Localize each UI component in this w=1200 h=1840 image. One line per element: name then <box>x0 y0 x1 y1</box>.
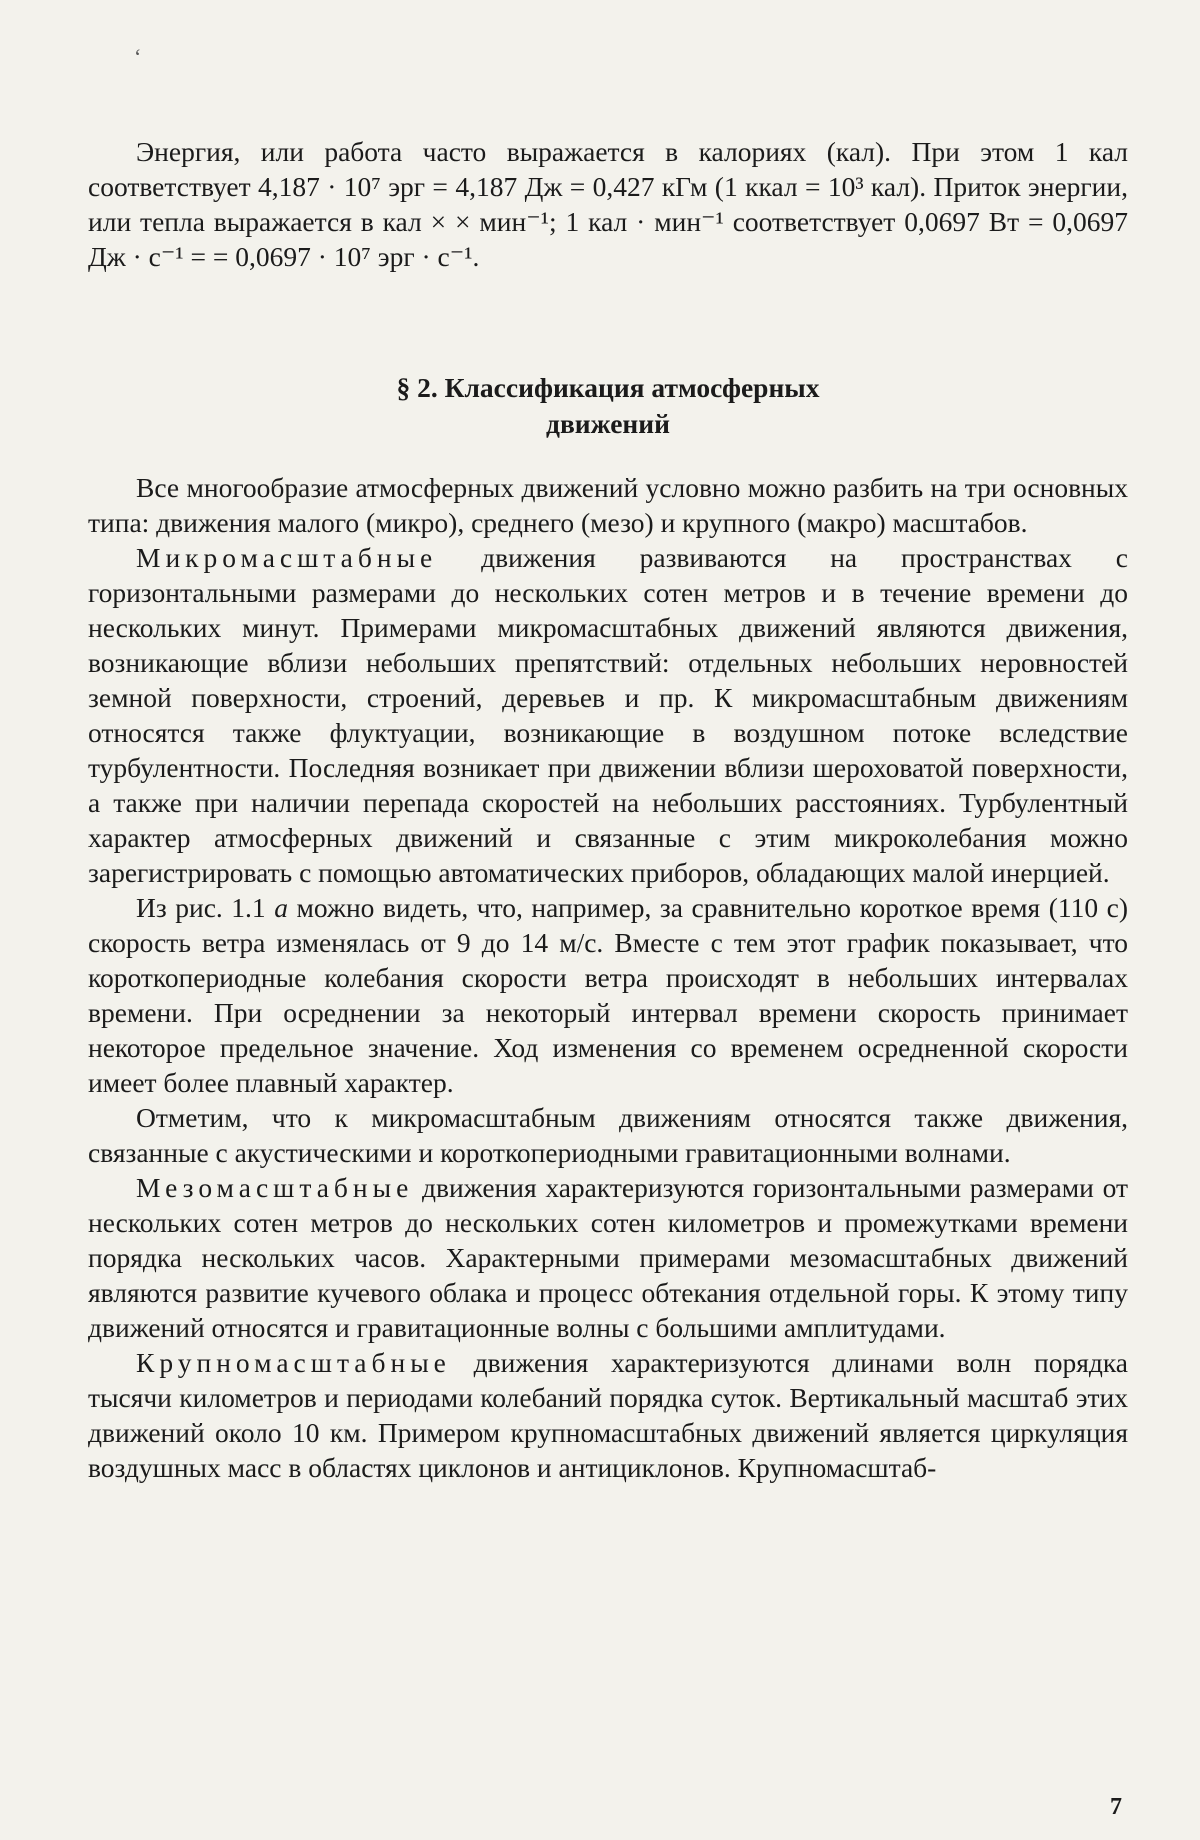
intro-paragraph <box>88 134 1128 274</box>
paragraph-macro-text: движения характеризуются длинами волн порядка тысячи километров и периодами колебаний порядка суток. Вертикальный масштаб этих движений около 10 км. Примером крупномасштабных движений является циркуляция воздушных масс в областях циклонов и антициклонов. Крупномасштаб- <box>88 1347 1128 1483</box>
figure-ref-start: Из рис. 1.1 <box>136 892 275 923</box>
heading-line-1: § 2. Классификация атмосферных <box>396 372 820 403</box>
paragraph-overview: Все многообразие атмосферных движений условно можно разбить на три основных типа: движения малого (микро), среднего (мезо) и крупного (макро) масштабов. <box>88 472 1128 538</box>
paragraph-micro <box>88 540 1128 890</box>
paragraph-meso <box>88 1170 1128 1345</box>
term-micro: Микромасштабные <box>136 542 438 573</box>
term-meso: Мезомасштабные <box>136 1172 414 1203</box>
term-macro: Крупномасштабные <box>136 1347 451 1378</box>
section-body <box>88 470 1128 1485</box>
energy-units-text: Энергия, или работа часто выражается в калориях (кал). При этом 1 кал соответствует 4,187 · 10⁷ эрг = 4,187 Дж = 0,427 кГм (1 ккал = 10³ кал). Приток энергии, или тепла выражается в кал × × мин⁻¹; 1 кал · мин⁻¹ соответствует 0,0697 Вт = 0,0697 Дж · с⁻¹ = = 0,0697 · 10⁷ эрг · с⁻¹. <box>88 136 1128 272</box>
scan-mark: ‘ <box>134 44 142 69</box>
figure-ref-text: можно видеть, что, например, за сравнительно короткое время (110 с) скорость ветра изменялась от 9 до 14 м/с. Вместе с тем этот график показывает, что короткопериодные колебания скорости ветра происходят в небольших интервалах времени. При осреднении за некоторый интервал времени скорость принимает некоторое предельное значение. Ход изменения со временем осредненной скорости имеет более плавный характер. <box>88 892 1128 1098</box>
paragraph-figure-ref <box>88 890 1128 1100</box>
heading-line-2: движений <box>546 408 670 439</box>
figure-ref-letter: а <box>274 892 288 923</box>
paragraph-micro-text: движения развиваются на пространствах с горизонтальными размерами до нескольких сотен метров и в течение времени до нескольких минут. Примерами микромасштабных движений являются движения, возникающие вблизи небольших препятствий: отдельных небольших неровностей земной поверхности, строений, деревьев и пр. К микромасштабным движениям относятся также флуктуации, возникающие в воздушном потоке вследствие турбулентности. Последняя возникает при движении вблизи шероховатой поверхности, а также при наличии перепада скоростей на небольших расстояниях. Турбулентный характер атмосферных движений и связанные с этим микроколебания можно зарегистрировать с помощью автоматических приборов, обладающих малой инерцией. <box>88 542 1128 888</box>
page-number: 7 <box>1110 1794 1122 1820</box>
paragraph-acoustic: Отметим, что к микромасштабным движениям относятся также движения, связанные с акустическими и короткопериодными гравитационными волнами. <box>88 1102 1128 1168</box>
section-heading <box>88 370 1128 442</box>
paragraph-meso-text: движения характеризуются горизонтальными размерами от нескольких сотен метров до нескольких сотен километров и промежутками времени порядка нескольких часов. Характерными примерами мезомасштабных движений являются развитие кучевого облака и процесс обтекания отдельной горы. К этому типу движений относятся и гравитационные волны с большими амплитудами. <box>88 1172 1128 1343</box>
paragraph-macro <box>88 1345 1128 1485</box>
